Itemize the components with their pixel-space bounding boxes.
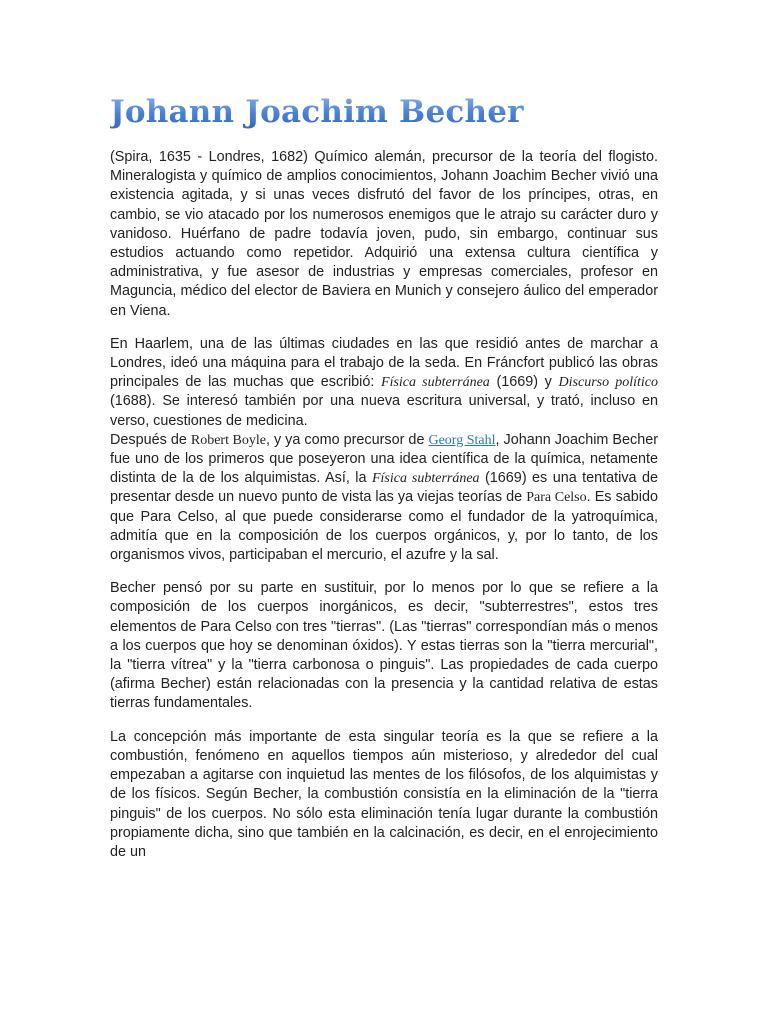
person-robert-boyle: Robert Boyle	[190, 432, 266, 448]
paragraph-precursor	[110, 431, 658, 565]
paragraph-intro: (Spira, 1635 - Londres, 1682) Químico alemán, precursor de la teoría del flogisto. Mineralogista y químico de amplios conocimientos, Johann Joachim Becher vivió una existencia agitada, y si unas veces disfrutó del favor de los príncipes, otras, en cambio, se vio atacado por los numerosos enemigos que le atrajo su carácter duro y vanidoso. Huérfano de padre todavía joven, pudo, sin embargo, continuar sus estudios actuando como repetidor. Adquirió una extensa cultura científica y administrativa, y fue asesor de industrias y empresas comerciales, profesor en Maguncia, médico del elector de Baviera en Munich y consejero áulico del emperador en Viena.	[110, 149, 658, 319]
person-para-celso: Para Celso	[526, 490, 587, 506]
text-run: (1669) es una tentativa de presentar desde un nuevo punto de vista las ya viejas teorías de	[110, 470, 658, 506]
work-title-fisica-subterranea: Física subterránea	[381, 375, 490, 391]
page-title: Johann Joachim Becher	[110, 92, 658, 132]
document-page	[110, 92, 658, 862]
text-run: . Es sabido que Para Celso, al que puede considerarse como el fundador de la yatroquímica, admitía que en la composición de los cuerpos orgánicos, y, por lo tanto, de los organismos vivos, participaban el mercurio, el azufre y la sal.	[110, 489, 658, 564]
work-title-discurso-politico: Discurso político	[558, 375, 659, 391]
text-run: (1688). Se interesó también por una nueva escritura universal, y trató, incluso en verso, cuestiones de medicina.	[110, 393, 658, 429]
text-run: (1669) y	[489, 374, 559, 391]
paragraph-works	[110, 335, 658, 431]
text-run: , y ya como precursor de	[265, 431, 429, 448]
text-run: Después de	[110, 431, 191, 448]
work-title-fisica-subterranea-2: Física subterránea	[371, 471, 480, 487]
paragraph-combustion: La concepción más importante de esta singular teoría es la que se refiere a la combustión, fenómeno en aquellos tiempos aún misterioso, y alrededor del cual empezaban a agitarse con inquietud las mentes de los filósofos, de los alquimistas y de los físicos. Según Becher, la combustión consistía en la eliminación de la "tierra pinguis" de los cuerpos. No sólo esta eliminación tenía lugar durante la combustión propiamente dicha, sino que también en la calcinación, es decir, en el enrojecimiento de un	[110, 728, 658, 860]
text-run: , Johann Joachim Becher fue uno de los primeros que poseyeron una idea científica de la química, netamente distinta de la de los alquimistas. Así, la	[110, 431, 659, 487]
link-georg-stahl[interactable]: Georg Stahl	[428, 432, 496, 448]
paragraph-tierras: Becher pensó por su parte en sustituir, por lo menos por lo que se refiere a la composición de los cuerpos inorgánicos, es decir, "subterrestres", estos tres elementos de Para Celso con tres "tierras". (Las "tierras" correspondían más o menos a los cuerpos que hoy se denominan óxidos). Y estas tierras son la "tierra mercurial", la "tierra vítrea" y la "tierra carbonosa o pinguis". Las propiedades de cada cuerpo (afirma Becher) están relacionadas con la presencia y la cantidad relativa de estas tierras fundamentales.	[110, 580, 658, 712]
text-run: En Haarlem, una de las últimas ciudades en las que residió antes de marchar a Londres, ideó una máquina para el trabajo de la seda. En Fráncfort publicó las obras principales de las muchas que escribió:	[110, 335, 658, 391]
